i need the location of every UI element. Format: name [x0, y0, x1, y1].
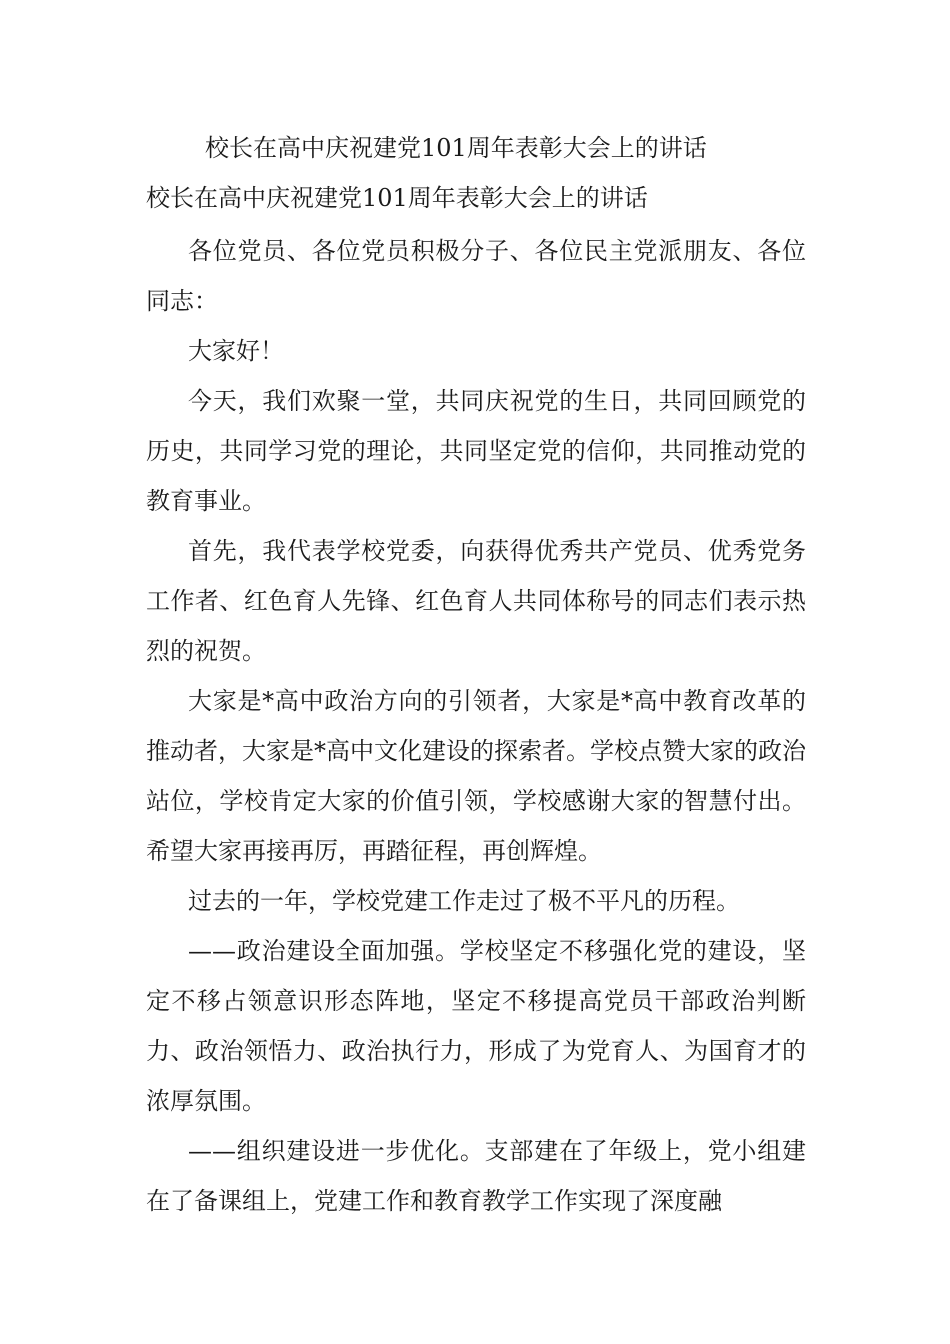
paragraph: ——组织建设进一步优化。支部建在了年级上，党小组建在了备课组上，党建工作和教育教学工作实现了深度融 — [146, 1137, 806, 1215]
paragraph: ——政治建设全面加强。学校坚定不移强化党的建设，坚定不移占领意识形态阵地，坚定不移提高党员干部政治判断力、政治领悟力、政治执行力，形成了为党育人、为国育才的浓厚氛围。 — [146, 937, 806, 1115]
paragraph: 首先，我代表学校党委，向获得优秀共产党员、优秀党务工作者、红色育人先锋、红色育人共同体称号的同志们表示热烈的祝贺。 — [146, 537, 806, 665]
document-body — [146, 226, 806, 1226]
paragraph-salutation: 各位党员、各位党员积极分子、各位民主党派朋友、各位同志： — [146, 237, 806, 315]
paragraph: 过去的一年，学校党建工作走过了极不平凡的历程。 — [188, 887, 740, 915]
paragraph: 大家是*高中政治方向的引领者，大家是*高中教育改革的推动者，大家是*高中文化建设的探索者。学校点赞大家的政治站位，学校肯定大家的价值引领，学校感谢大家的智慧付出。希望大家再接再厉，再踏征程，再创辉煌。 — [146, 687, 806, 865]
document-subtitle: 校长在高中庆祝建党101周年表彰大会上的讲话 — [146, 184, 648, 212]
paragraph-greeting: 大家好！ — [188, 337, 284, 365]
document-title: 校长在高中庆祝建党101周年表彰大会上的讲话 — [205, 134, 707, 162]
paragraph: 今天，我们欢聚一堂，共同庆祝党的生日，共同回顾党的历史，共同学习党的理论，共同坚定党的信仰，共同推动党的教育事业。 — [146, 387, 806, 515]
